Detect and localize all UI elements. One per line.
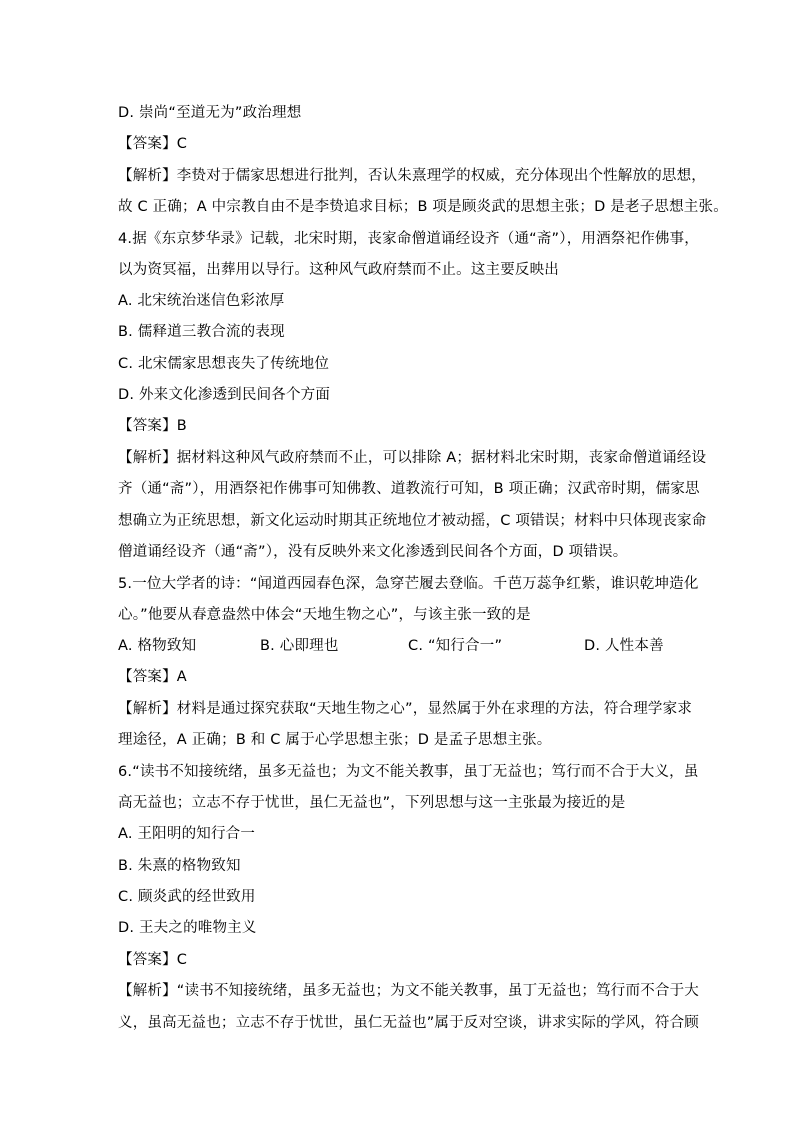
q3-analysis-line-2: 故 C 正确；A 中宗教自由不是李贽追求目标；B 项是顾炎武的思想主张；D 是老子思想主张。 [118,199,728,215]
q6-analysis-line-1: 【解析】“读书不知接统绪，虽多无益也；为文不能关教事，虽丁无益也；笃行而不合于大 [118,983,700,999]
q4-option-a: A. 北宋统治迷信色彩浓厚 [118,293,285,309]
q6-stem-line-1: 6.“读书不知接统绪，虽多无益也；为文不能关教事，虽丁无益也；笃行而不合于大义，虽 [118,764,699,780]
q6-answer: 【答案】C [118,952,188,968]
q5-stem-line-1: 5.一位大学者的诗：“闻道西园春色深，急穿芒履去登临。千芭万蕊争红紫，谁识乾坤造化 [118,576,699,592]
q4-analysis-line-3: 想确立为正统思想，新文化运动时期其正统地位才被动摇，C 项错误；材料中只体现丧家命 [118,513,707,529]
q4-option-d: D. 外来文化渗透到民间各个方面 [118,387,331,403]
q6-option-d: D. 王夫之的唯物主义 [118,920,257,936]
q4-stem-line-1: 4.据《东京梦华录》记载，北宋时期，丧家命僧道诵经设齐（通“斋”），用酒祭祀作佛事， [118,231,700,247]
q4-analysis-line-1: 【解析】据材料这种风气政府禁而不止，可以排除 A；据材料北宋时期，丧家命僧道诵经设 [118,450,707,466]
q4-option-b: B. 儒释道三教合流的表现 [118,324,285,340]
q5-option-c: C. “知行合一” [408,638,503,654]
q6-option-b: B. 朱熹的格物致知 [118,858,241,874]
q6-option-a: A. 王阳明的知行合一 [118,826,256,842]
q4-option-c: C. 北宋儒家思想丧失了传统地位 [118,356,330,372]
q5-stem-line-2: 心。”他要从春意盎然中体会“天地生物之心”，与该主张一致的是 [118,607,531,623]
q3-analysis-line-1: 【解析】李贽对于儒家思想进行批判，否认朱熹理学的权威，充分体现出个性解放的思想， [118,168,706,184]
q5-option-d: D. 人性本善 [584,638,664,654]
q5-answer: 【答案】A [118,669,187,685]
q6-analysis-line-2: 义，虽高无益也；立志不存于忧世，虽仁无益也”属于反对空谈，讲求实际的学风，符合顾 [118,1015,700,1031]
q4-analysis-line-4: 僧道诵经设齐（通“斋”），没有反映外来文化渗透到民间各个方面，D 项错误。 [118,544,628,560]
q3-option-d: D. 崇尚“至道无为”政治理想 [118,105,302,121]
q5-option-b: B. 心即理也 [260,638,339,654]
q5-option-a: A. 格物致知 [118,638,197,654]
q3-answer: 【答案】C [118,136,188,152]
q4-answer: 【答案】B [118,418,187,434]
q6-stem-line-2: 高无益也；立志不存于忧世，虽仁无益也”，下列思想与这一主张最为接近的是 [118,795,626,811]
q4-stem-line-2: 以为资冥福，出葬用以导行。这种风气政府禁而不止。这主要反映出 [118,262,559,278]
q5-options-row [118,637,678,655]
q6-option-c: C. 顾炎武的经世致用 [118,889,256,905]
q4-analysis-line-2: 齐（通“斋”），用酒祭祀作佛事可知佛教、道教流行可知，B 项正确；汉武帝时期，儒家思 [118,481,700,497]
q5-analysis-line-2: 理途径，A 正确；B 和 C 属于心学思想主张；D 是孟子思想主张。 [118,732,552,748]
q5-analysis-line-1: 【解析】材料是通过探究获取“天地生物之心”，显然属于外在求理的方法，符合理学家求 [118,701,693,717]
